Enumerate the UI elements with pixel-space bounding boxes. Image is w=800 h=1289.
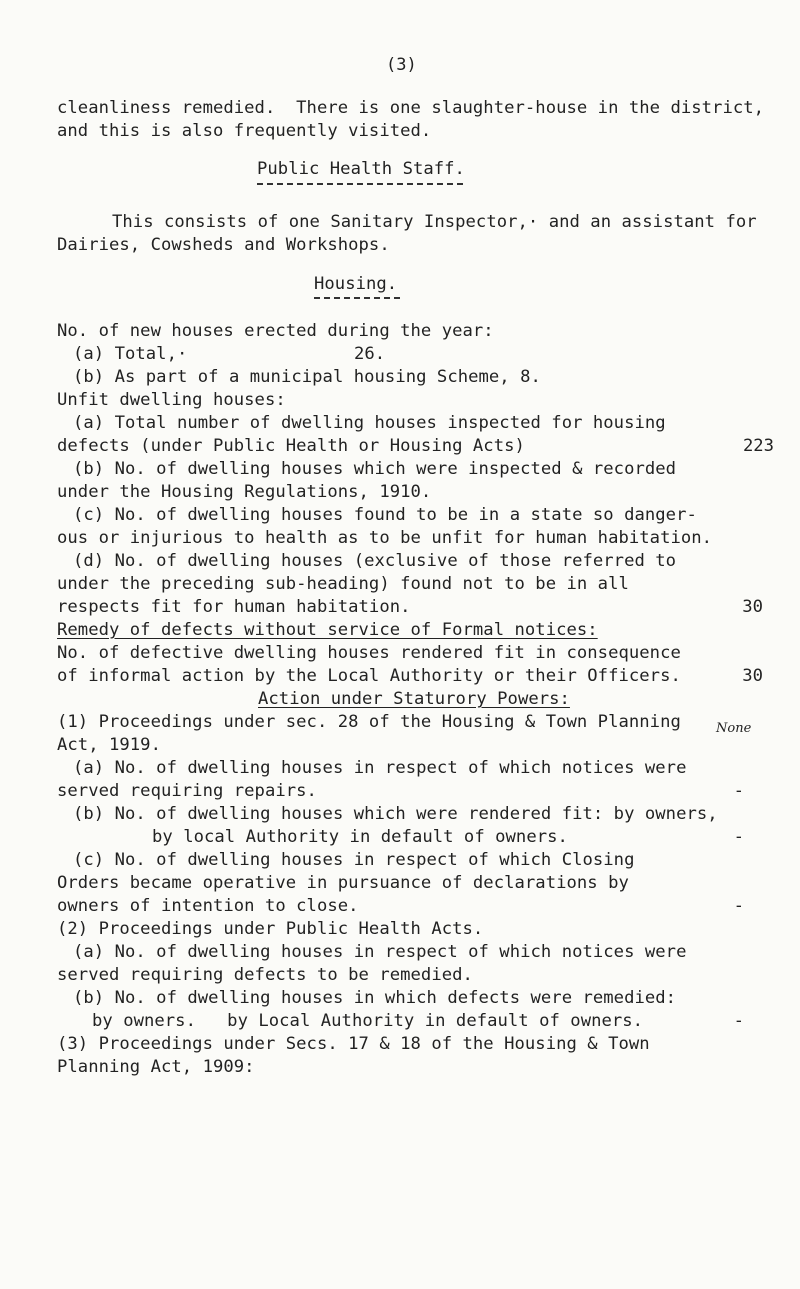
- text-line: (d) No. of dwelling houses (exclusive of those referred to: [73, 551, 677, 571]
- text-line: (b) As part of a municipal housing Scheme, 8.: [73, 367, 541, 387]
- handwritten-none: None: [716, 721, 752, 736]
- text-line: served requiring repairs.: [57, 781, 317, 801]
- text-line: This consists of one Sanitary Inspector,· and an assistant for: [112, 212, 757, 232]
- section-heading-housing: Housing.: [314, 274, 398, 294]
- text-line: (b) No. of dwelling houses which were rendered fit: by owners,: [73, 804, 718, 824]
- text-line: under the preceding sub-heading) found not to be in all: [57, 574, 629, 594]
- value-inspected: 223: [742, 436, 774, 456]
- heading-underline: [257, 183, 463, 185]
- text-line: No. of defective dwelling houses rendered fit in consequence: [57, 643, 681, 663]
- text-line: (1) Proceedings under sec. 28 of the Housing & Town Planning: [57, 712, 681, 732]
- text-line: Orders became operative in pursuance of declarations by: [57, 873, 629, 893]
- value-fit: 30: [742, 597, 763, 617]
- text-line: served requiring defects to be remedied.: [57, 965, 473, 985]
- text-line: by owners. by Local Authority in default of owners.: [92, 1011, 644, 1031]
- value-dash: -: [733, 781, 744, 801]
- text-line: Dairies, Cowsheds and Workshops.: [57, 235, 390, 255]
- heading-underline: [314, 297, 400, 299]
- text-line: Remedy of defects without service of Formal notices:: [57, 620, 598, 640]
- text-line: ous or injurious to health as to be unfit for human habitation.: [57, 528, 713, 548]
- text-line: owners of intention to close.: [57, 896, 359, 916]
- section-heading-staff: Public Health Staff.: [257, 159, 465, 179]
- value-dash: -: [733, 1011, 744, 1031]
- text-line: (2) Proceedings under Public Health Acts.: [57, 919, 484, 939]
- text-line: (3) Proceedings under Secs. 17 & 18 of the Housing & Town: [57, 1034, 650, 1054]
- value-total-new-houses: 26.: [354, 344, 386, 364]
- text-line: Action under Staturory Powers:: [258, 689, 570, 709]
- text-line: Unfit dwelling houses:: [57, 390, 286, 410]
- value-informal: 30: [742, 666, 763, 686]
- text-line: (a) Total,·: [73, 344, 188, 364]
- text-line: (b) No. of dwelling houses which were inspected & recorded: [73, 459, 677, 479]
- text-line: (b) No. of dwelling houses in which defects were remedied:: [73, 988, 677, 1008]
- text-line: defects (under Public Health or Housing Acts): [57, 436, 525, 456]
- text-line: of informal action by the Local Authority or their Officers.: [57, 666, 681, 686]
- value-dash: -: [733, 827, 744, 847]
- text-line: cleanliness remedied. There is one slaughter-house in the district,: [57, 98, 765, 118]
- text-line: (c) No. of dwelling houses found to be in a state so danger-: [73, 505, 697, 525]
- text-line: No. of new houses erected during the year:: [57, 321, 494, 341]
- text-line: by local Authority in default of owners.: [152, 827, 568, 847]
- value-dash: -: [733, 896, 744, 916]
- text-line: Planning Act, 1909:: [57, 1057, 255, 1077]
- text-line: (a) No. of dwelling houses in respect of which notices were: [73, 942, 687, 962]
- page-number: (3): [386, 55, 417, 75]
- text-line: (c) No. of dwelling houses in respect of which Closing: [73, 850, 635, 870]
- text-line: Act, 1919.: [57, 735, 161, 755]
- text-line: and this is also frequently visited.: [57, 121, 432, 141]
- text-line: under the Housing Regulations, 1910.: [57, 482, 432, 502]
- text-line: respects fit for human habitation.: [57, 597, 411, 617]
- text-line: (a) Total number of dwelling houses inspected for housing: [73, 413, 666, 433]
- text-line: (a) No. of dwelling houses in respect of which notices were: [73, 758, 687, 778]
